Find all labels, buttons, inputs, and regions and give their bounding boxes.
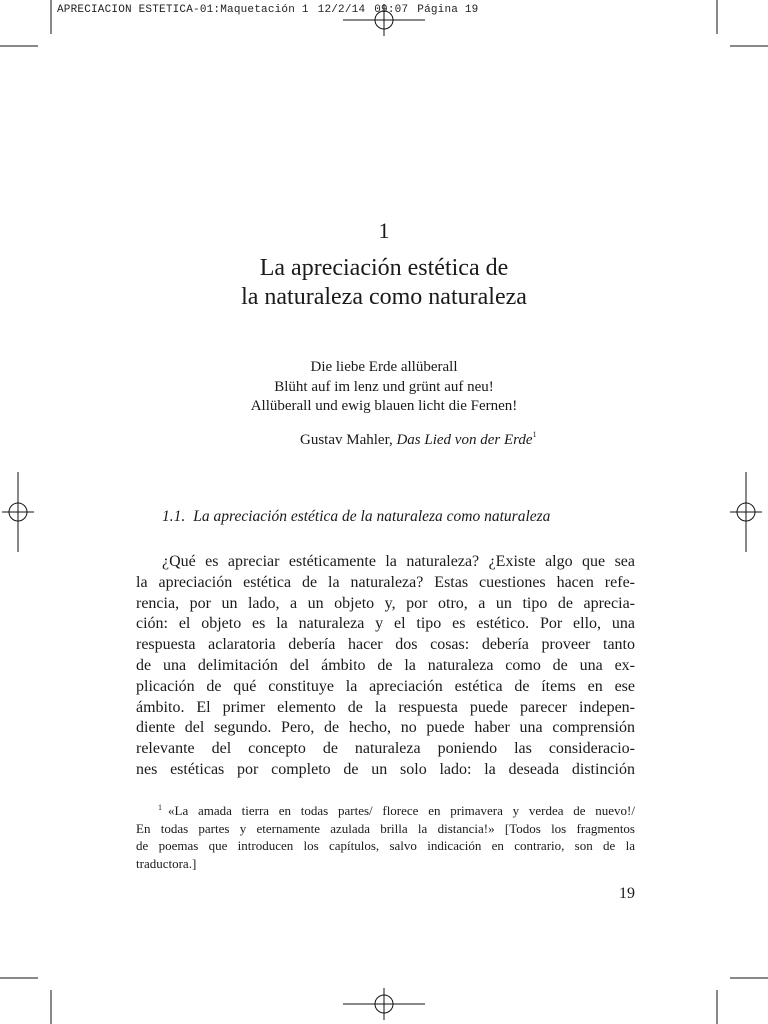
epigraph-line: Die liebe Erde allüberall <box>310 359 458 375</box>
body-line: relevante del concepto de naturaleza poniendo las consideracio- <box>136 740 635 758</box>
footnote-line: En todas partes y eternamente azulada brilla la distancia!» [Todos los fragmentos <box>136 820 635 836</box>
chapter-title-line: la naturaleza como naturaleza <box>241 284 527 310</box>
body-line: de una delimitación del ámbito de la naturaleza como de una ex- <box>136 656 635 674</box>
slug-file-name: APRECIACION ESTETICA-01:Maquetación 1 <box>57 4 309 16</box>
epigraph-line: Allüberall und ewig blauen licht die Fernen! <box>250 398 518 414</box>
footnote-line <box>136 799 635 820</box>
epigraph-author: Gustav Mahler, <box>300 432 393 448</box>
chapter-title <box>0 254 768 312</box>
body-line: respuesta aclaratoria debería hacer dos cosas: debería proveer tanto <box>136 636 635 654</box>
registration-mark-left <box>2 472 34 552</box>
footnote <box>136 799 635 872</box>
body-line: rencia, por un lado, a un objeto y, por otro, a un tipo de aprecia- <box>136 594 635 612</box>
section-title: La apreciación estética de la naturaleza como naturaleza <box>193 508 551 525</box>
epigraph-attribution <box>300 430 537 449</box>
slug-page-label: Página 19 <box>417 4 479 16</box>
chapter-title-line: La apreciación estética de <box>259 255 509 281</box>
footnote-reference: 1 <box>532 430 537 439</box>
body-line: ción: el objeto es la naturaleza y el tipo es estético. Por ello, una <box>136 615 635 633</box>
body-line: ¿Qué es apreciar estéticamente la naturaleza? ¿Existe algo que sea <box>162 553 635 570</box>
footnote-line-text: «La amada tierra en todas partes/ florece en primavera y verdea de nuevo!/ <box>168 803 635 818</box>
slug-date: 12/2/14 <box>317 4 366 16</box>
section-number: 1.1. <box>162 508 186 525</box>
page-number: 19 <box>619 885 635 902</box>
body-line: diente del segundo. Pero, de hecho, no puede haber una comprensión <box>136 719 635 737</box>
footnote-line: de poemas que introducen los capítulos, salvo indicación en contrario, son de la <box>136 838 635 853</box>
registration-mark-right <box>730 472 762 552</box>
epigraph <box>0 358 768 417</box>
footnote-line: traductora.] <box>136 855 197 871</box>
footnote-marker: 1 <box>158 803 162 812</box>
chapter-number: 1 <box>378 218 390 243</box>
body-line: nes estéticas por completo de un solo lado: la deseada distinción <box>136 760 635 778</box>
body-line: ámbito. El primer elemento de la respuesta puede parecer indepen- <box>136 698 635 716</box>
body-line: plicación de qué constituye la apreciación estética de ítems en ese <box>136 677 635 695</box>
epigraph-line: Blüht auf im lenz und grünt auf neu! <box>274 378 494 395</box>
epigraph-work: Das Lied von der Erde <box>396 432 533 448</box>
section-heading <box>162 508 550 526</box>
registration-mark-top <box>343 4 425 36</box>
registration-mark-bottom <box>343 988 425 1020</box>
slug-time: 09:07 <box>374 4 409 16</box>
body-paragraph <box>136 552 635 781</box>
body-line: la apreciación estética de la naturaleza? Estas cuestiones hacen refe- <box>136 573 635 591</box>
